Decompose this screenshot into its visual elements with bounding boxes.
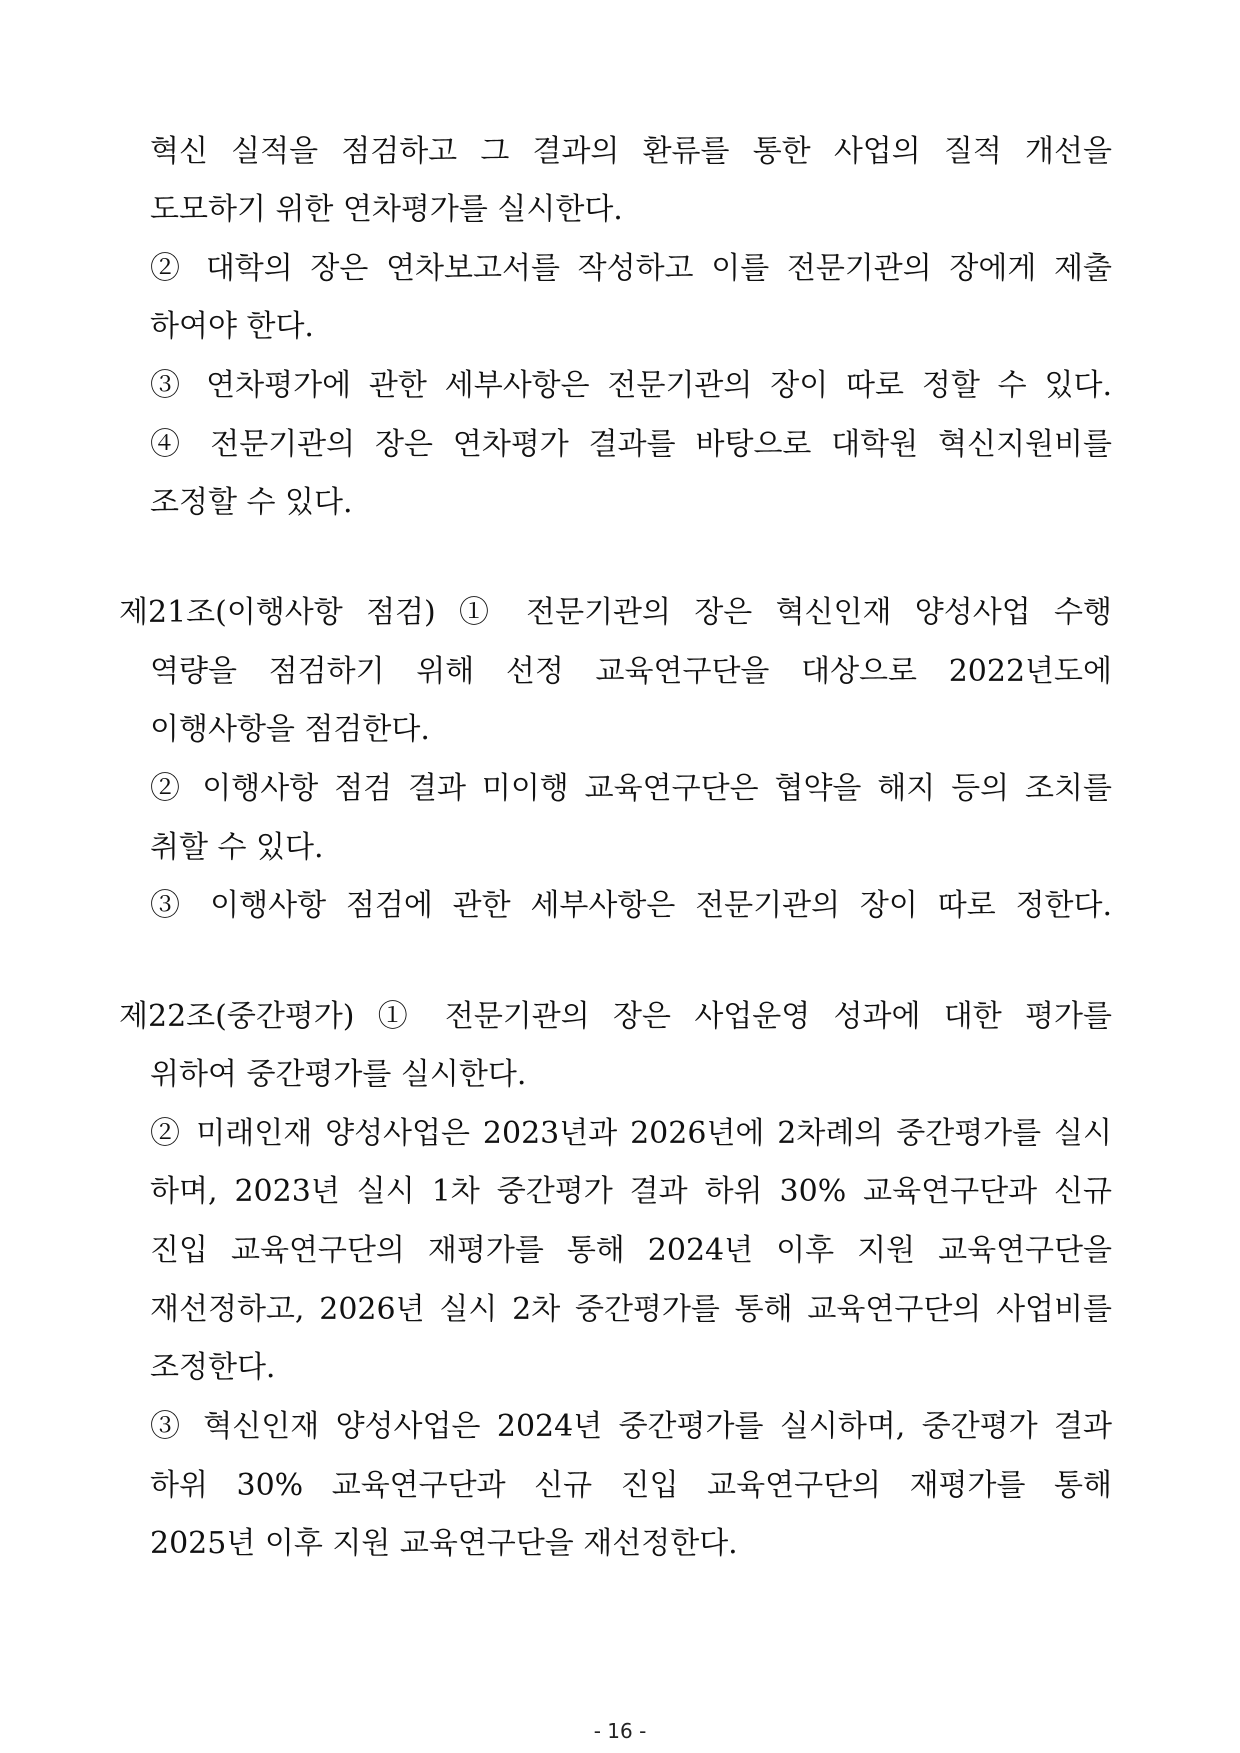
page-number: - 16 - (593, 1719, 647, 1743)
text-line: ② 미래인재 양성사업은 2023년과 2026년에 2차례의 중간평가를 실시 (150, 1116, 1112, 1151)
text-line: 조정한다. (150, 1350, 276, 1385)
text-line: 하위 30% 교육연구단과 신규 진입 교육연구단의 재평가를 통해 (150, 1468, 1112, 1503)
text-line: ④ 전문기관의 장은 연차평가 결과를 바탕으로 대학원 혁신지원비를 (150, 427, 1112, 462)
text-line: 하며, 2023년 실시 1차 중간평가 결과 하위 30% 교육연구단과 신규 (150, 1174, 1112, 1209)
text-line: 이행사항을 점검한다. (150, 712, 430, 747)
text-line: 취할 수 있다. (150, 830, 324, 865)
text-line: ③ 연차평가에 관한 세부사항은 전문기관의 장이 따로 정할 수 있다. (150, 368, 1112, 403)
text-line: ② 대학의 장은 연차보고서를 작성하고 이를 전문기관의 장에게 제출 (150, 251, 1112, 286)
text-line: 역량을 점검하기 위해 선정 교육연구단을 대상으로 2022년도에 (150, 654, 1112, 689)
text-line: 재선정하고, 2026년 실시 2차 중간평가를 통해 교육연구단의 사업비를 (150, 1292, 1112, 1327)
text-line: 혁신 실적을 점검하고 그 결과의 환류를 통한 사업의 질적 개선을 (150, 134, 1112, 169)
text-line: 위하여 중간평가를 실시한다. (150, 1057, 527, 1092)
text-line: 진입 교육연구단의 재평가를 통해 2024년 이후 지원 교육연구단을 (150, 1233, 1112, 1268)
text-line: 도모하기 위한 연차평가를 실시한다. (150, 192, 623, 227)
article-22-heading-line: 제22조(중간평가) ① 전문기관의 장은 사업운영 성과에 대한 평가를 (119, 999, 1112, 1034)
text-line: ③ 이행사항 점검에 관한 세부사항은 전문기관의 장이 따로 정한다. (150, 888, 1112, 923)
text-line: ③ 혁신인재 양성사업은 2024년 중간평가를 실시하며, 중간평가 결과 (150, 1409, 1112, 1444)
article-21-heading-line: 제21조(이행사항 점검) ① 전문기관의 장은 혁신인재 양성사업 수행 (119, 595, 1112, 630)
text-line: 2025년 이후 지원 교육연구단을 재선정한다. (150, 1526, 738, 1561)
text-line: ② 이행사항 점검 결과 미이행 교육연구단은 협약을 해지 등의 조치를 (150, 771, 1112, 806)
text-line: 조정할 수 있다. (150, 485, 353, 520)
text-line: 하여야 한다. (150, 309, 314, 344)
